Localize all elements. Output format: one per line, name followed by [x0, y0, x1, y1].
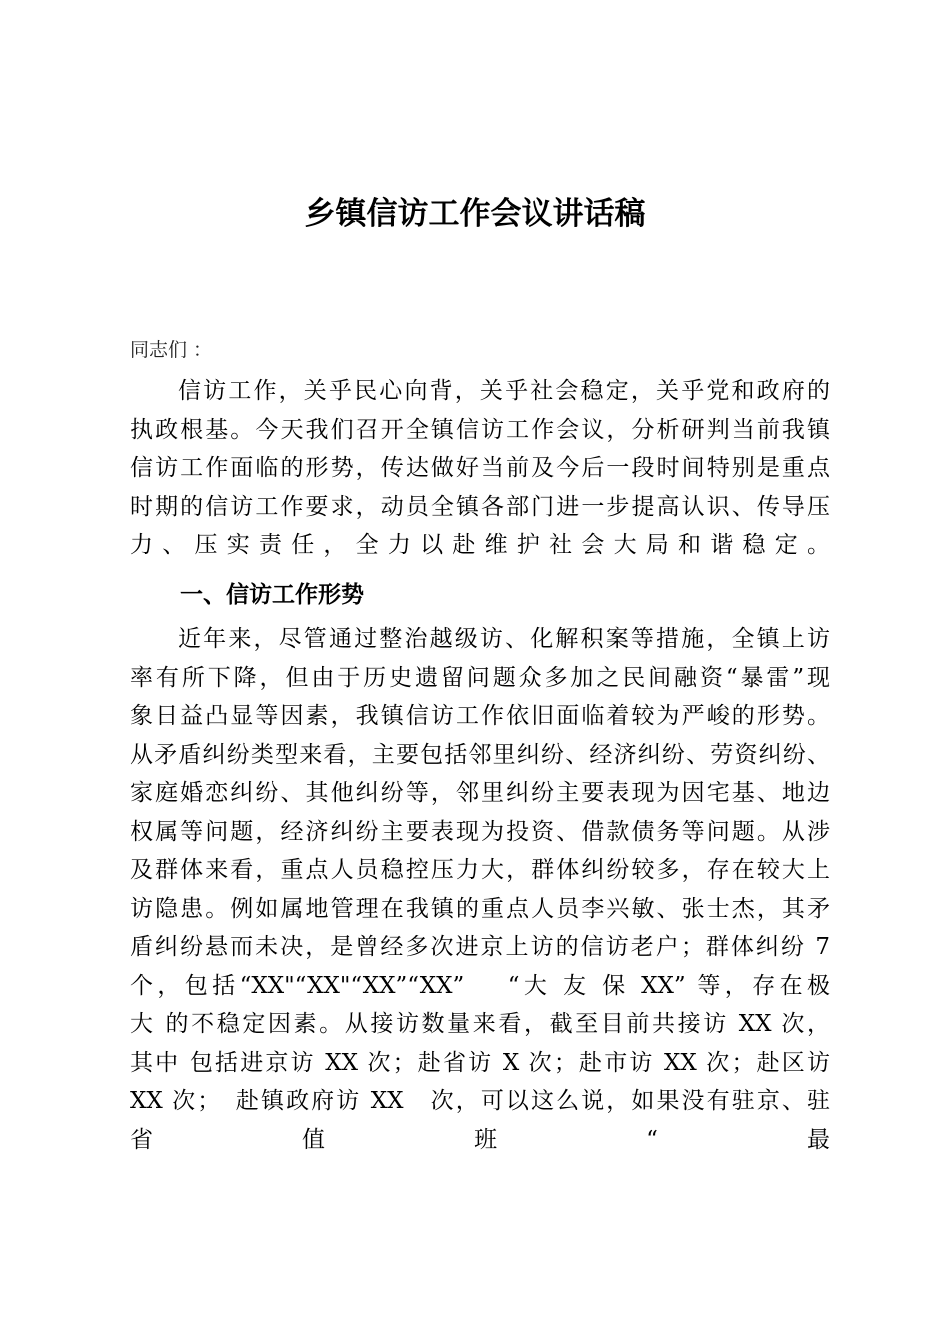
paragraph-1 [130, 372, 830, 565]
paragraph-2 [130, 620, 830, 1159]
paragraph-line: 大 的不稳定因素。从接访数量来看，截至目前共接访 XX 次， [130, 1011, 830, 1037]
paragraph-line: 盾纠纷悬而未决，是曾经多次进京上访的信访老户；群体纠纷 7 [130, 934, 830, 960]
salutation: 同志们 ： [130, 339, 213, 361]
paragraph-line: 力、压实责任，全力以赴维护社会大局和谐稳定。 [130, 532, 830, 558]
paragraph-line: 时期的信访工作要求，动员全镇各部门进一步提高认识、传导压 [130, 493, 830, 520]
paragraph-line: 从矛盾纠纷类型来看，主要包括邻里纠纷、经济纠纷、劳资纠纷、 [130, 741, 830, 768]
paragraph-line: 信访工作，关乎民心向背，关乎社会稳定，关乎党和政府的 [178, 378, 830, 404]
paragraph-line: 个，包括“XX"“XX"“XX”“XX” “大 友 保 XX” 等，存在极 [130, 972, 830, 999]
paragraph-line: 象日益凸显等因素，我镇信访工作依旧面临着较为严峻的形势。 [130, 703, 830, 729]
paragraph-line: XX 次； 赴镇政府访 XX 次，可以这么说，如果没有驻京、驻 [130, 1088, 830, 1114]
paragraph-line: 信访工作面临的形势，传达做好当前及今后一段时间特别是重点 [130, 455, 830, 481]
paragraph-line: 权属等问题，经济纠纷主要表现为投资、借款债务等问题。从涉 [130, 818, 830, 845]
paragraph-line: 其中 包括进京访 XX 次；赴省访 X 次；赴市访 XX 次；赴区访 [130, 1049, 830, 1076]
paragraph-line: 省值班“最 [130, 1126, 830, 1153]
paragraph-line: 及群体来看，重点人员稳控压力大，群体纠纷较多，存在较大上 [130, 857, 830, 883]
paragraph-line: 率有所下降，但由于历史遗留问题众多加之民间融资“暴雷”现 [130, 664, 830, 691]
document-title: 乡镇信访工作会议讲话稿 [304, 196, 646, 232]
paragraph-line: 执政根基。今天我们召开全镇信访工作会议，分析研判当前我镇 [130, 416, 830, 443]
paragraph-line: 近年来，尽管通过整治越级访、化解积案等措施，全镇上访 [178, 626, 830, 652]
paragraph-line: 访隐患。例如属地管理在我镇的重点人员李兴敏、张士杰，其矛 [130, 895, 830, 922]
paragraph-line: 家庭婚恋纠纷、其他纠纷等，邻里纠纷主要表现为因宅基、地边 [130, 780, 830, 806]
section-heading: 一、信访工作形势 [180, 582, 364, 608]
